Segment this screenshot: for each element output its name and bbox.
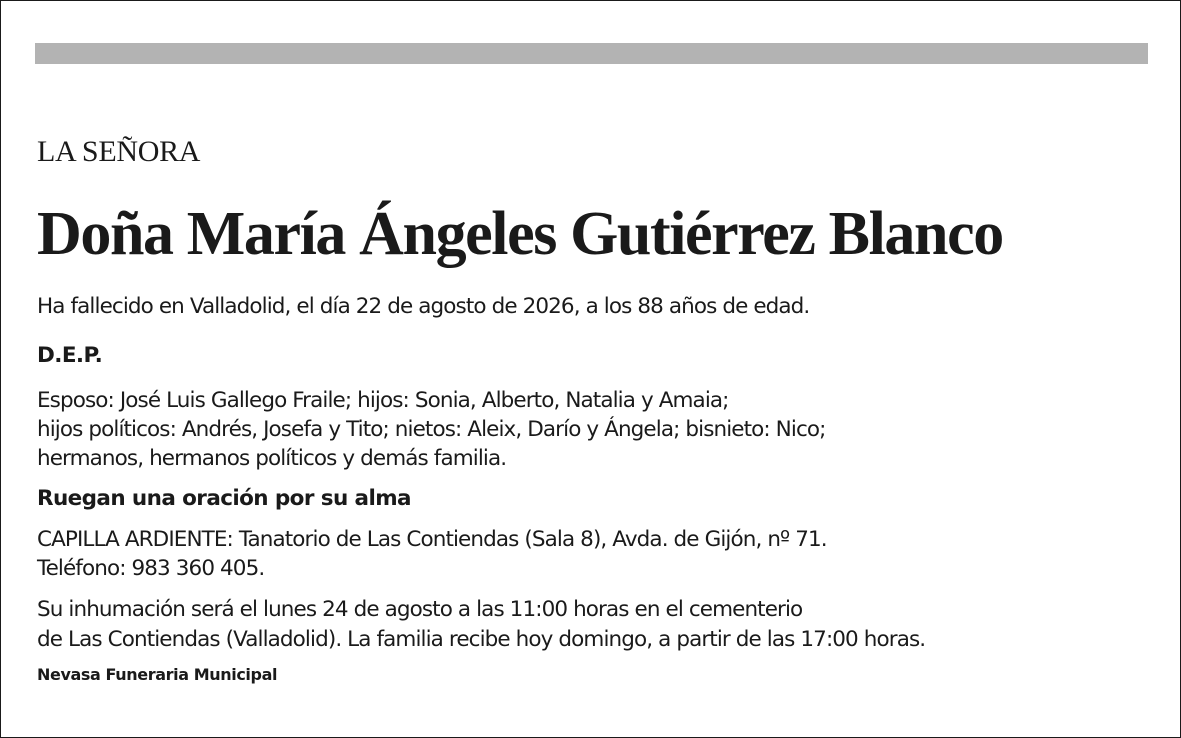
family-line: Esposo: José Luis Gallego Fraile; hijos: Sonia, Alberto, Natalia y Amaia; <box>37 388 729 413</box>
top-decorative-bar <box>35 43 1148 64</box>
deceased-name: Doña María Ángeles Gutiérrez Blanco <box>37 200 1003 268</box>
death-announcement: Ha fallecido en Valladolid, el día 22 de agosto de 2026, a los 88 años de edad. <box>37 294 810 319</box>
burial-line: Su inhumación será el lunes 24 de agosto a las 11:00 horas en el cementerio <box>37 597 803 622</box>
dep-label: D.E.P. <box>37 343 103 368</box>
title-prefix: LA SEÑORA <box>37 135 201 168</box>
funeral-home-name: Nevasa Funeraria Municipal <box>37 665 278 684</box>
chapel-phone: Teléfono: 983 360 405. <box>37 556 265 581</box>
burial-line: de Las Contiendas (Valladolid). La familia recibe hoy domingo, a partir de las 17:00 horas. <box>37 627 926 652</box>
prayer-request: Ruegan una oración por su alma <box>37 486 411 511</box>
chapel-line: CAPILLA ARDIENTE: Tanatorio de Las Contiendas (Sala 8), Avda. de Gijón, nº 71. <box>37 527 827 552</box>
family-line: hermanos, hermanos políticos y demás familia. <box>37 446 507 471</box>
family-line: hijos políticos: Andrés, Josefa y Tito; nietos: Aleix, Darío y Ángela; bisnieto: Nico; <box>37 417 826 442</box>
